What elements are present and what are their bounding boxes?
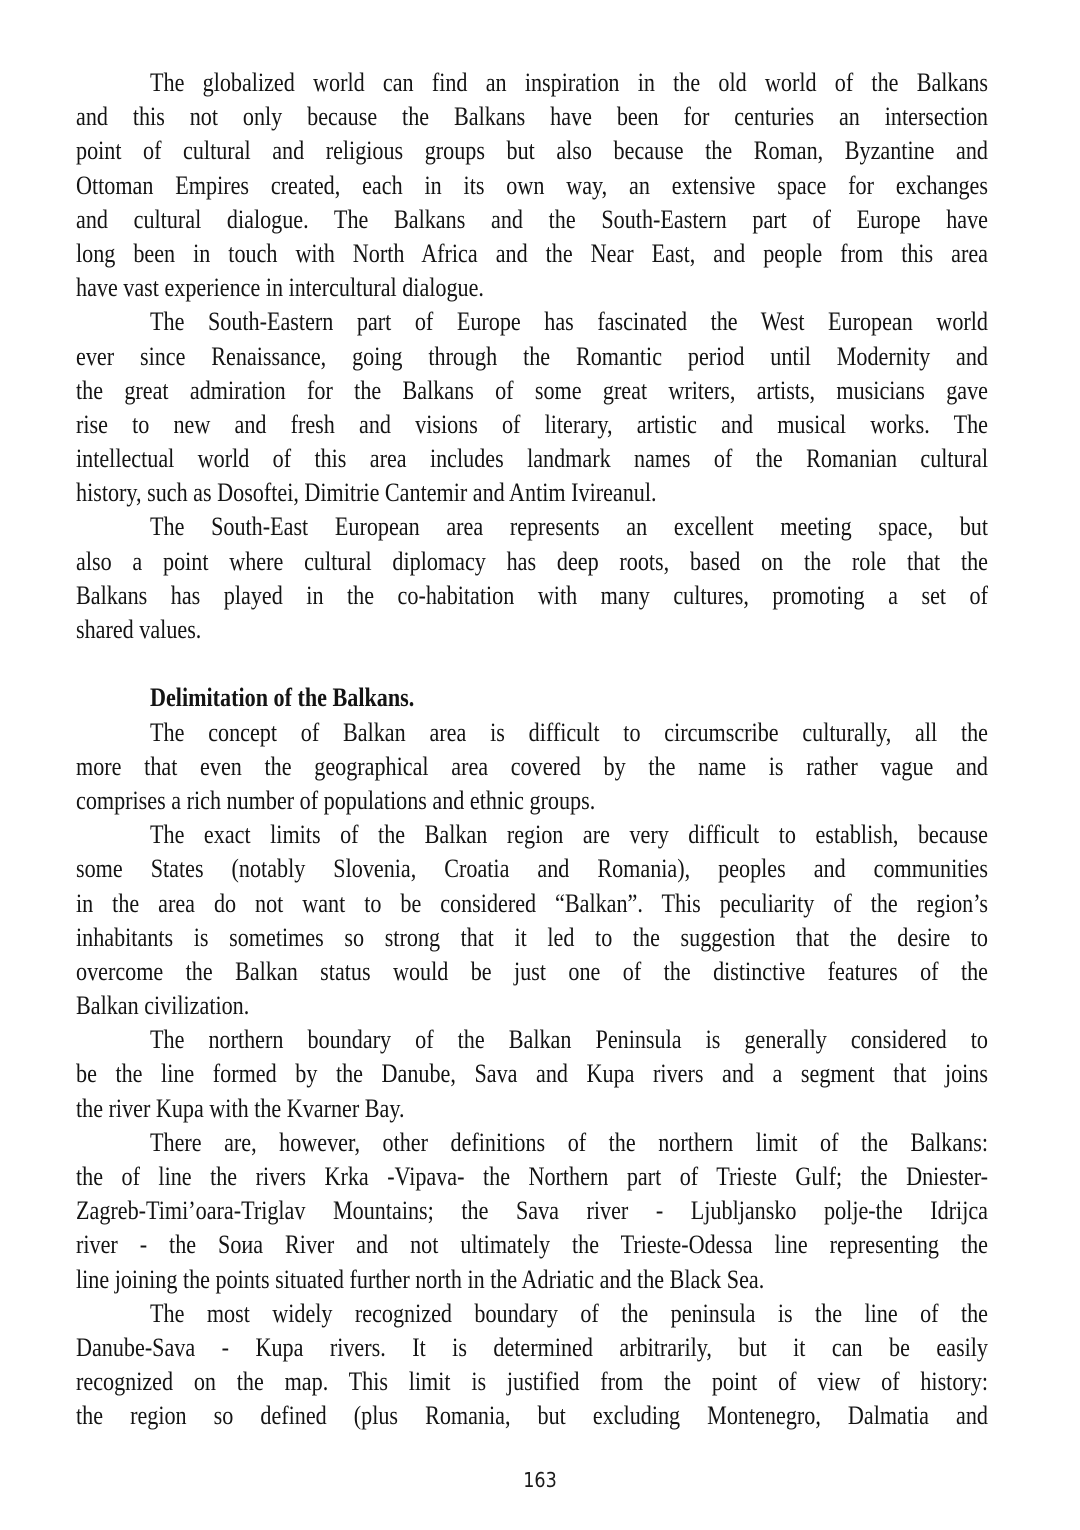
- blank-line: [76, 646, 988, 680]
- line-text: also a point where cultural diplomacy has deep roots, based on the role that the: [76, 545, 988, 576]
- line-text: history, such as Dosoftei, Dimitrie Cantemir and Antim Ivireanul.: [76, 477, 657, 508]
- text-line: [76, 612, 988, 646]
- line-text: the region so defined (plus Romania, but excluding Montenegro, Dalmatia and: [76, 1400, 988, 1431]
- section-heading: [76, 680, 988, 714]
- line-text: Balkan civilization.: [76, 990, 250, 1021]
- line-text: The most widely recognized boundary of the peninsula is the line of the: [150, 1297, 988, 1328]
- body-text: [76, 65, 988, 1433]
- line-text: rise to new and fresh and visions of literary, artistic and musical works. The: [76, 408, 988, 439]
- line-text: river - the Soиa River and not ultimately the Trieste-Odessa line representing the: [76, 1229, 988, 1260]
- paragraph-first-line: [76, 1022, 988, 1056]
- text-line: [76, 578, 988, 612]
- text-line: [76, 783, 988, 817]
- text-line: [76, 1091, 988, 1125]
- line-text: have vast experience in intercultural dialogue.: [76, 272, 484, 303]
- line-text: more that even the geographical area covered by the name is rather vague and: [76, 750, 988, 781]
- text-line: [76, 133, 988, 167]
- paragraph-first-line: [76, 509, 988, 543]
- text-line: [76, 407, 988, 441]
- line-text: The South-Eastern part of Europe has fascinated the West European world: [150, 306, 988, 337]
- text-line: [76, 236, 988, 270]
- text-line: [76, 99, 988, 133]
- line-text: inhabitants is sometimes so strong that it led to the suggestion that the desire to: [76, 921, 988, 952]
- line-text: and cultural dialogue. The Balkans and the South-Eastern part of Europe have: [76, 203, 988, 234]
- line-text: be the line formed by the Danube, Sava and Kupa rivers and a segment that joins: [76, 1058, 988, 1089]
- text-line: [76, 920, 988, 954]
- line-text: Delimitation of the Balkans.: [150, 682, 415, 713]
- line-text: the great admiration for the Balkans of some great writers, artists, musicians gave: [76, 374, 988, 405]
- paragraph-first-line: [76, 1296, 988, 1330]
- text-line: [76, 1056, 988, 1090]
- line-text: long been in touch with North Africa and the Near East, and people from this area: [76, 237, 988, 268]
- text-line: [76, 373, 988, 407]
- line-text: and this not only because the Balkans have been for centuries an intersection: [76, 101, 988, 132]
- text-line: [76, 954, 988, 988]
- line-text: The exact limits of the Balkan region are very difficult to establish, because: [150, 819, 988, 850]
- text-line: [76, 1262, 988, 1296]
- text-line: [76, 851, 988, 885]
- paragraph-first-line: [76, 1125, 988, 1159]
- page-number: 163: [523, 1468, 557, 1492]
- text-line: [76, 544, 988, 578]
- line-text: intellectual world of this area includes landmark names of the Romanian cultural: [76, 443, 988, 474]
- text-line: [76, 441, 988, 475]
- line-text: shared values.: [76, 614, 202, 644]
- text-line: [76, 1193, 988, 1227]
- line-text: comprises a rich number of populations and ethnic groups.: [76, 784, 596, 815]
- line-text: Balkans has played in the co-habitation with many cultures, promoting a set of: [76, 579, 988, 610]
- line-text: Zagreb-Timi’oara-Triglav Mountains; the Sava river - Ljubljansko polje-the Idrijca: [76, 1195, 988, 1226]
- line-text: point of cultural and religious groups but also because the Roman, Byzantine and: [76, 135, 988, 166]
- line-text: recognized on the map. This limit is justified from the point of view of history:: [76, 1366, 988, 1397]
- line-text: The northern boundary of the Balkan Peninsula is generally considered to: [150, 1024, 988, 1055]
- line-text: line joining the points situated further north in the Adriatic and the Black Sea.: [76, 1263, 765, 1294]
- text-line: [76, 1159, 988, 1193]
- paragraph-first-line: [76, 65, 988, 99]
- line-text: Ottoman Empires created, each in its own way, an extensive space for exchanges: [76, 169, 988, 200]
- text-line: [76, 339, 988, 373]
- text-line: [76, 749, 988, 783]
- paragraph-first-line: [76, 817, 988, 851]
- line-text: the river Kupa with the Kvarner Bay.: [76, 1092, 405, 1123]
- line-text: The globalized world can find an inspiration in the old world of the Balkans: [150, 67, 988, 97]
- line-text: Danube-Sava - Kupa rivers. It is determined arbitrarily, but it can be easily: [76, 1331, 988, 1362]
- paragraph-first-line: [76, 304, 988, 338]
- text-line: [76, 475, 988, 509]
- line-text: overcome the Balkan status would be just one of the distinctive features of the: [76, 955, 988, 986]
- line-text: The concept of Balkan area is difficult to circumscribe culturally, all the: [150, 716, 988, 747]
- text-line: [76, 1364, 988, 1398]
- text-line: [76, 1398, 988, 1432]
- line-text: There are, however, other definitions of the northern limit of the Balkans:: [150, 1126, 988, 1157]
- text-line: [76, 1227, 988, 1261]
- text-line: [76, 988, 988, 1022]
- text-line: [76, 886, 988, 920]
- text-line: [76, 168, 988, 202]
- line-text: The South-East European area represents an excellent meeting space, but: [150, 511, 988, 542]
- line-text: the of line the rivers Krka -Vipava- the Northern part of Trieste Gulf; the Dniester-: [76, 1161, 988, 1191]
- text-line: [76, 1330, 988, 1364]
- line-text: ever since Renaissance, going through the Romantic period until Modernity and: [76, 340, 988, 371]
- paragraph-first-line: [76, 715, 988, 749]
- text-line: [76, 270, 988, 304]
- line-text: in the area do not want to be considered “Balkan”. This peculiarity of the region’s: [76, 887, 988, 918]
- text-line: [76, 202, 988, 236]
- line-text: some States (notably Slovenia, Croatia and Romania), peoples and communities: [76, 853, 988, 884]
